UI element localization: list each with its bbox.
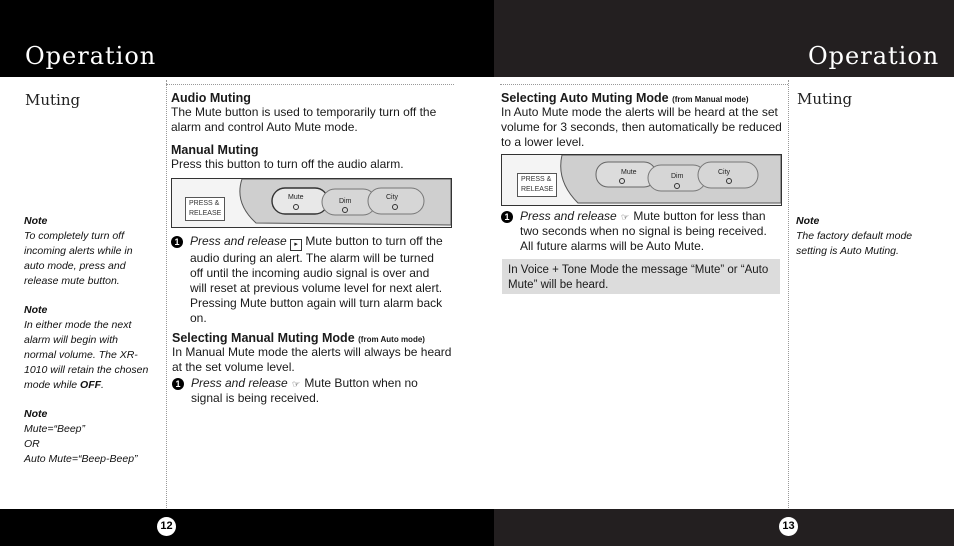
step-item <box>501 209 781 254</box>
note-heading: Note <box>24 215 48 227</box>
mute-button-label[interactable]: Mute <box>621 169 637 176</box>
step-number: 1 <box>172 378 184 390</box>
selecting-auto-body: In Auto Mute mode the alerts will be heard at the set volume for 3 seconds, then automatically be reduced to a lower level. <box>501 105 782 149</box>
note-line: In either mode the next <box>24 319 132 331</box>
note-line: The factory default mode <box>796 230 913 242</box>
top-rule-left <box>166 84 454 85</box>
selecting-manual-body: In Manual Mute mode the alerts will always be heard at the set volume level. <box>172 345 452 374</box>
city-button-shape <box>368 188 424 214</box>
note-line-last <box>24 378 164 393</box>
press-label-line: RELEASE <box>189 210 222 217</box>
note-heading: Note <box>796 215 820 227</box>
footer-bar-left <box>0 509 494 546</box>
press-release-label <box>517 173 557 197</box>
note-line: auto mode, press and <box>24 260 126 272</box>
manual-muting-body: Press this button to turn off the audio alarm. <box>171 157 404 171</box>
mute-button-shape <box>272 188 328 214</box>
selecting-manual-section <box>172 331 454 375</box>
press-label-line: PRESS & <box>521 176 552 183</box>
step-lead: Press and release <box>191 376 288 390</box>
column-divider-left <box>166 80 167 508</box>
note-heading: Note <box>24 304 48 316</box>
note-line: setting is Auto Muting. <box>796 245 899 257</box>
press-label-line: PRESS & <box>189 200 220 207</box>
manual-muting-heading: Manual Muting <box>171 143 259 157</box>
note-line: normal volume. The XR- <box>24 349 138 361</box>
note-text: mode while <box>24 379 81 391</box>
city-button-label[interactable]: City <box>718 169 731 176</box>
device-illustration-right <box>501 154 782 206</box>
page-title-left: Operation <box>25 42 157 70</box>
step-item <box>171 234 447 326</box>
section-title-left: Muting <box>25 91 81 109</box>
voice-tone-callout: In Voice + Tone Mode the message “Mute” or “Auto Mute” will be heard. <box>502 259 780 294</box>
press-release-label <box>185 197 225 221</box>
step-lead: Press and release <box>190 234 287 248</box>
step-text: Mute button for less than two seconds when no signal is being received. All future alarms will be Auto Mute. <box>520 209 767 253</box>
note-line: 1010 will retain the chosen <box>24 364 149 376</box>
page-title-right: Operation <box>808 42 940 70</box>
city-button-label[interactable]: City <box>386 194 399 201</box>
note-text: . <box>101 379 104 391</box>
step-number: 1 <box>501 211 513 223</box>
note-line: To completely turn off <box>24 230 124 242</box>
press-icon: ☞ <box>621 212 630 222</box>
press-icon: ▸ <box>290 239 302 251</box>
top-rule-right <box>500 84 788 85</box>
note-line: Auto Mute=“Beep-Beep” <box>24 453 138 465</box>
column-divider-right <box>788 80 789 508</box>
step-number: 1 <box>171 236 183 248</box>
selecting-auto-heading: Selecting Auto Muting Mode <box>501 91 669 105</box>
page-number-right: 13 <box>779 517 798 536</box>
note-line: release mute button. <box>24 275 120 287</box>
step-lead: Press and release <box>520 209 617 223</box>
selecting-auto-subheading: (from Manual mode) <box>672 95 749 104</box>
step-text: Mute Button when no signal is being received. <box>191 376 418 405</box>
step-item <box>172 376 432 406</box>
dim-button-label[interactable]: Dim <box>339 198 352 205</box>
note-bold-off: OFF <box>80 379 102 391</box>
audio-muting-heading: Audio Muting <box>171 91 251 105</box>
press-icon: ☞ <box>292 379 301 389</box>
note-line: incoming alerts while in <box>24 245 133 257</box>
note-line: alarm will begin with <box>24 334 118 346</box>
note-line: Mute=“Beep” <box>24 423 85 435</box>
device-illustration-left <box>171 178 452 228</box>
section-title-right: Muting <box>797 90 853 108</box>
footer-bar-right <box>494 509 954 546</box>
audio-muting-body: The Mute button is used to temporarily turn off the alarm and control Auto Mute mode. <box>171 105 437 134</box>
selecting-manual-subheading: (from Auto mode) <box>358 335 425 344</box>
notes-right <box>796 214 946 259</box>
selecting-auto-section <box>501 91 786 150</box>
notes-left <box>24 214 164 467</box>
selecting-manual-heading: Selecting Manual Muting Mode <box>172 331 355 345</box>
mute-button-label[interactable]: Mute <box>288 194 304 201</box>
note-heading: Note <box>24 408 48 420</box>
press-label-line: RELEASE <box>521 186 554 193</box>
page-number-left: 12 <box>157 517 176 536</box>
dim-button-label[interactable]: Dim <box>671 173 684 180</box>
step-text: Mute button to turn off the audio during an alert. The alarm will be turned off until the incoming audio signal is over and will reset at previous volume level for next alert. Pressing Mute button again will turn alarm back on. <box>190 234 443 325</box>
audio-muting-section <box>171 91 451 172</box>
note-line: OR <box>24 438 40 450</box>
